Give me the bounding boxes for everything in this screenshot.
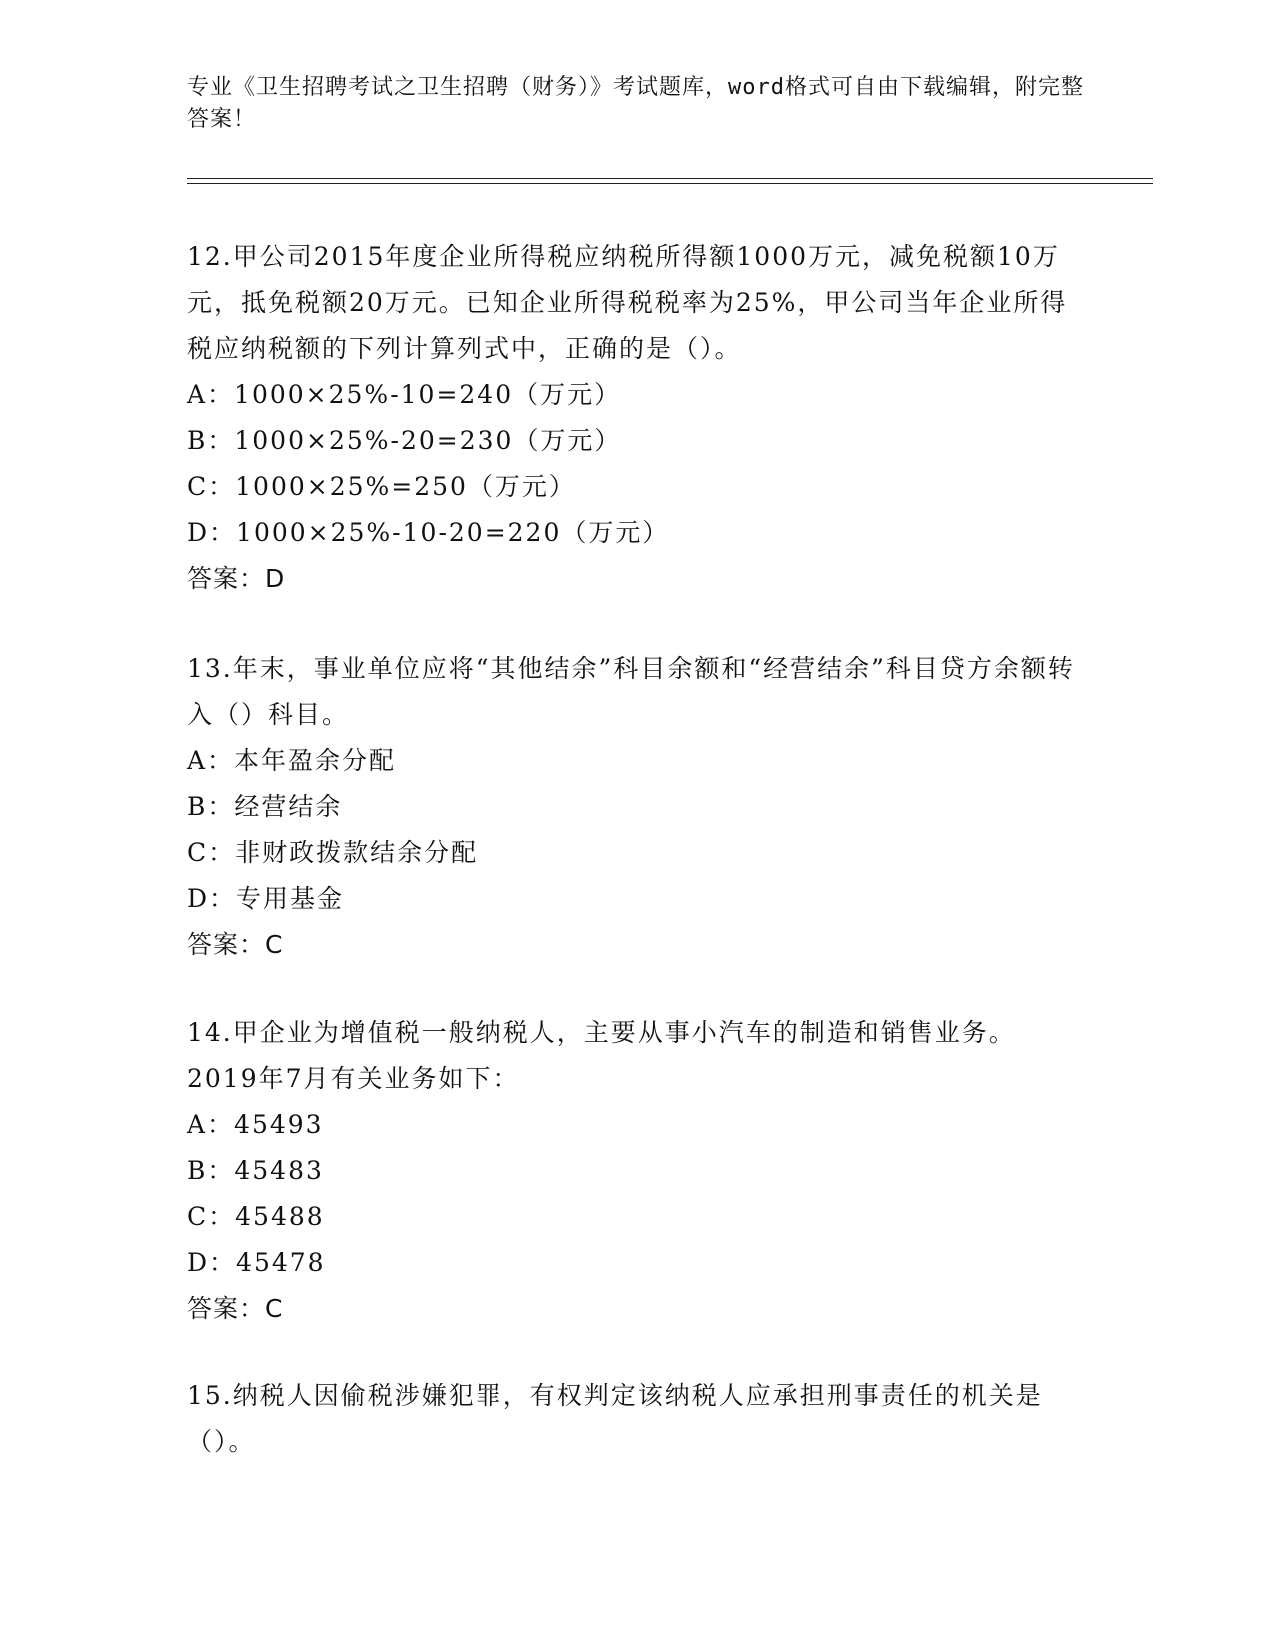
header-rule-top	[187, 178, 1153, 179]
question-14	[187, 1010, 1087, 1332]
header-rule-bottom	[187, 183, 1153, 184]
answer-line: 答案：C	[187, 930, 284, 959]
option-a: A：45493	[187, 1110, 324, 1139]
option-b: B：1000×25%-20=230（万元）	[187, 426, 622, 455]
question-stem: 12.甲公司2015年度企业所得税应纳税所得额1000万元，减免税额10万元，抵免税额20万元。已知企业所得税税率为25%，甲公司当年企业所得税应纳税额的下列计算列式中，正确的是（）。	[187, 242, 1068, 363]
option-b: B：经营结余	[187, 792, 343, 821]
question-13	[187, 646, 1087, 968]
option-d: D：45478	[187, 1248, 326, 1277]
question-12	[187, 234, 1087, 602]
option-d: D：专用基金	[187, 884, 345, 913]
option-c: C：1000×25%=250（万元）	[187, 472, 576, 501]
option-c: C：非财政拨款结余分配	[187, 838, 479, 867]
question-stem: 14.甲企业为增值税一般纳税人，主要从事小汽车的制造和销售业务。2019年7月有关业务如下：	[187, 1018, 1016, 1093]
answer-line: 答案：C	[187, 1294, 284, 1323]
option-a: A：本年盈余分配	[187, 746, 397, 775]
option-b: B：45483	[187, 1156, 324, 1185]
question-stem: 15.纳税人因偷税涉嫌犯罪，有权判定该纳税人应承担刑事责任的机关是（）。	[187, 1381, 1043, 1456]
question-15	[187, 1373, 1087, 1465]
answer-line: 答案：D	[187, 564, 286, 593]
option-a: A：1000×25%-10=240（万元）	[187, 380, 622, 409]
option-c: C：45488	[187, 1202, 325, 1231]
document-header: 专业《卫生招聘考试之卫生招聘（财务）》考试题库，word格式可自由下载编辑，附完整答案！	[187, 75, 1084, 132]
option-d: D：1000×25%-10-20=220（万元）	[187, 518, 670, 547]
question-stem: 13.年末，事业单位应将“其他结余”科目余额和“经营结余”科目贷方余额转入（）科目。	[187, 654, 1075, 729]
